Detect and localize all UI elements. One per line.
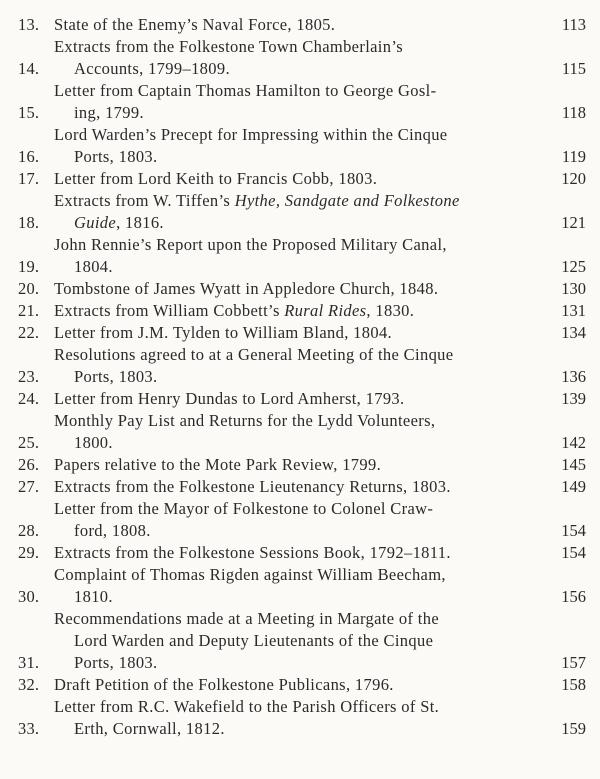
- entry-title-line: Lord Warden’s Precept for Impressing within the Cinque: [54, 125, 448, 144]
- entry-title: [54, 476, 522, 498]
- entry-page-number: 139: [561, 389, 586, 408]
- entry-number: 24.: [18, 389, 40, 408]
- entry-title: [54, 344, 522, 388]
- entry-title-line: Letter from Henry Dundas to Lord Amherst, 1793.: [54, 389, 405, 408]
- entry-title-line: 1804.: [74, 257, 113, 276]
- entry-title-line: Complaint of Thomas Rigden against William Beecham,: [54, 565, 446, 584]
- entry-title-line: ford, 1808.: [74, 521, 151, 540]
- entry-title-line: Extracts from the Folkestone Lieutenancy Returns, 1803.: [54, 477, 451, 496]
- entry-title: [54, 124, 522, 168]
- entry-title-line: Monthly Pay List and Returns for the Lydd Volunteers,: [54, 411, 436, 430]
- entry-title-line: Extracts from W. Tiffen’s Hythe, Sandgate and Folkestone: [54, 191, 460, 210]
- entry-title-line: Papers relative to the Mote Park Review, 1799.: [54, 455, 382, 474]
- toc-entry: [0, 14, 600, 36]
- entry-title-line: John Rennie’s Report upon the Proposed Military Canal,: [54, 235, 447, 254]
- entry-number: 32.: [18, 675, 40, 694]
- entry-page-number: 145: [561, 455, 586, 474]
- entry-page-number: 134: [561, 323, 586, 342]
- entry-title-line: Extracts from the Folkestone Sessions Book, 1792–1811.: [54, 543, 451, 562]
- entry-number: 26.: [18, 455, 40, 474]
- entry-page-number: 121: [561, 213, 586, 232]
- toc-entry: [0, 168, 600, 190]
- entry-number: 27.: [18, 477, 40, 496]
- entry-number: 17.: [18, 169, 40, 188]
- entry-number: 21.: [18, 301, 40, 320]
- entry-number: 14.: [18, 59, 40, 78]
- toc-entry: [0, 36, 600, 80]
- entry-title: [54, 696, 522, 740]
- toc-entry: [0, 542, 600, 564]
- entry-title-line: Ports, 1803.: [74, 147, 158, 166]
- entry-number: 18.: [18, 213, 40, 232]
- entry-page-number: 120: [561, 169, 586, 188]
- entry-page-number: 149: [561, 477, 586, 496]
- entry-title-line: Resolutions agreed to at a General Meeting of the Cinque: [54, 345, 454, 364]
- entry-title: [54, 674, 522, 696]
- entry-number: 30.: [18, 587, 40, 606]
- entry-number: 31.: [18, 653, 40, 672]
- entry-title: [54, 14, 522, 36]
- toc-entry: [0, 124, 600, 168]
- entry-title-line: Ports, 1803.: [74, 367, 158, 386]
- entry-page-number: 131: [561, 301, 586, 320]
- entry-page-number: 118: [561, 103, 586, 122]
- entry-page-number: 156: [561, 587, 586, 606]
- entry-title: [54, 36, 522, 80]
- entry-page-number: 157: [561, 653, 586, 672]
- entry-number: 22.: [18, 323, 40, 342]
- entry-page-number: 154: [561, 521, 586, 540]
- entry-title: [54, 300, 522, 322]
- toc-entry: [0, 608, 600, 674]
- toc-entry: [0, 388, 600, 410]
- entry-page-number: 119: [561, 147, 586, 166]
- toc-entry: [0, 80, 600, 124]
- entry-title-line: State of the Enemy’s Naval Force, 1805.: [54, 15, 336, 34]
- toc-entry: [0, 454, 600, 476]
- entry-title: [54, 564, 522, 608]
- entry-title-line: Letter from Lord Keith to Francis Cobb, 1803.: [54, 169, 378, 188]
- entry-page-number: 159: [561, 719, 586, 738]
- entry-number: 29.: [18, 543, 40, 562]
- entry-page-number: 154: [561, 543, 586, 562]
- entry-title-line: 1810.: [74, 587, 113, 606]
- entry-title: [54, 190, 522, 234]
- entry-number: 23.: [18, 367, 40, 386]
- entry-page-number: 125: [561, 257, 586, 276]
- toc-entry: [0, 278, 600, 300]
- toc-entry: [0, 410, 600, 454]
- entry-number: 13.: [18, 15, 40, 34]
- entry-title: [54, 322, 522, 344]
- entry-title: [54, 542, 522, 564]
- entry-title-line: Lord Warden and Deputy Lieutenants of the Cinque: [74, 631, 434, 650]
- entry-number: 19.: [18, 257, 40, 276]
- entry-title-line: Letter from J.M. Tylden to William Bland, 1804.: [54, 323, 393, 342]
- entry-title-line: Erth, Cornwall, 1812.: [74, 719, 225, 738]
- entry-number: 33.: [18, 719, 40, 738]
- entry-title-line: Accounts, 1799–1809.: [74, 59, 230, 78]
- entry-number: 20.: [18, 279, 40, 298]
- entry-title: [54, 234, 522, 278]
- toc-entry: [0, 674, 600, 696]
- entry-page-number: 142: [561, 433, 586, 452]
- entry-title-line: 1800.: [74, 433, 113, 452]
- entry-title-line: Extracts from William Cobbett’s Rural Rides, 1830.: [54, 301, 415, 320]
- toc-entry: [0, 564, 600, 608]
- toc-entry: [0, 476, 600, 498]
- entry-title: [54, 278, 522, 300]
- toc-entry: [0, 190, 600, 234]
- toc-entry: [0, 322, 600, 344]
- entry-title-line: ing, 1799.: [74, 103, 144, 122]
- entry-title: [54, 454, 522, 476]
- entry-number: 16.: [18, 147, 40, 166]
- toc-entry: [0, 344, 600, 388]
- entry-number: 15.: [18, 103, 40, 122]
- entry-title: [54, 410, 522, 454]
- entry-title: [54, 608, 522, 674]
- toc-entry: [0, 234, 600, 278]
- entry-number: 25.: [18, 433, 40, 452]
- entry-page-number: 136: [561, 367, 586, 386]
- entry-title-line: Tombstone of James Wyatt in Appledore Church, 1848.: [54, 279, 439, 298]
- entry-title-line: Letter from the Mayor of Folkestone to Colonel Craw-: [54, 499, 434, 518]
- entry-title: [54, 168, 522, 190]
- entry-page-number: 158: [561, 675, 586, 694]
- entry-title-line: Letter from R.C. Wakefield to the Parish Officers of St.: [54, 697, 440, 716]
- entry-title-line: Recommendations made at a Meeting in Margate of the: [54, 609, 440, 628]
- entry-page-number: 113: [561, 15, 586, 34]
- toc-entry: [0, 696, 600, 740]
- entry-title: [54, 498, 522, 542]
- entry-title: [54, 388, 522, 410]
- toc-entry: [0, 498, 600, 542]
- entry-title-line: Letter from Captain Thomas Hamilton to George Gosl-: [54, 81, 437, 100]
- entry-title-line: Ports, 1803.: [74, 653, 158, 672]
- entry-title: [54, 80, 522, 124]
- entry-title-line: Guide, 1816.: [74, 213, 164, 232]
- entry-page-number: 130: [561, 279, 586, 298]
- entry-page-number: 115: [561, 59, 586, 78]
- entry-title-line: Extracts from the Folkestone Town Chamberlain’s: [54, 37, 404, 56]
- entry-title-line: Draft Petition of the Folkestone Publicans, 1796.: [54, 675, 394, 694]
- entry-number: 28.: [18, 521, 40, 540]
- toc-entry: [0, 300, 600, 322]
